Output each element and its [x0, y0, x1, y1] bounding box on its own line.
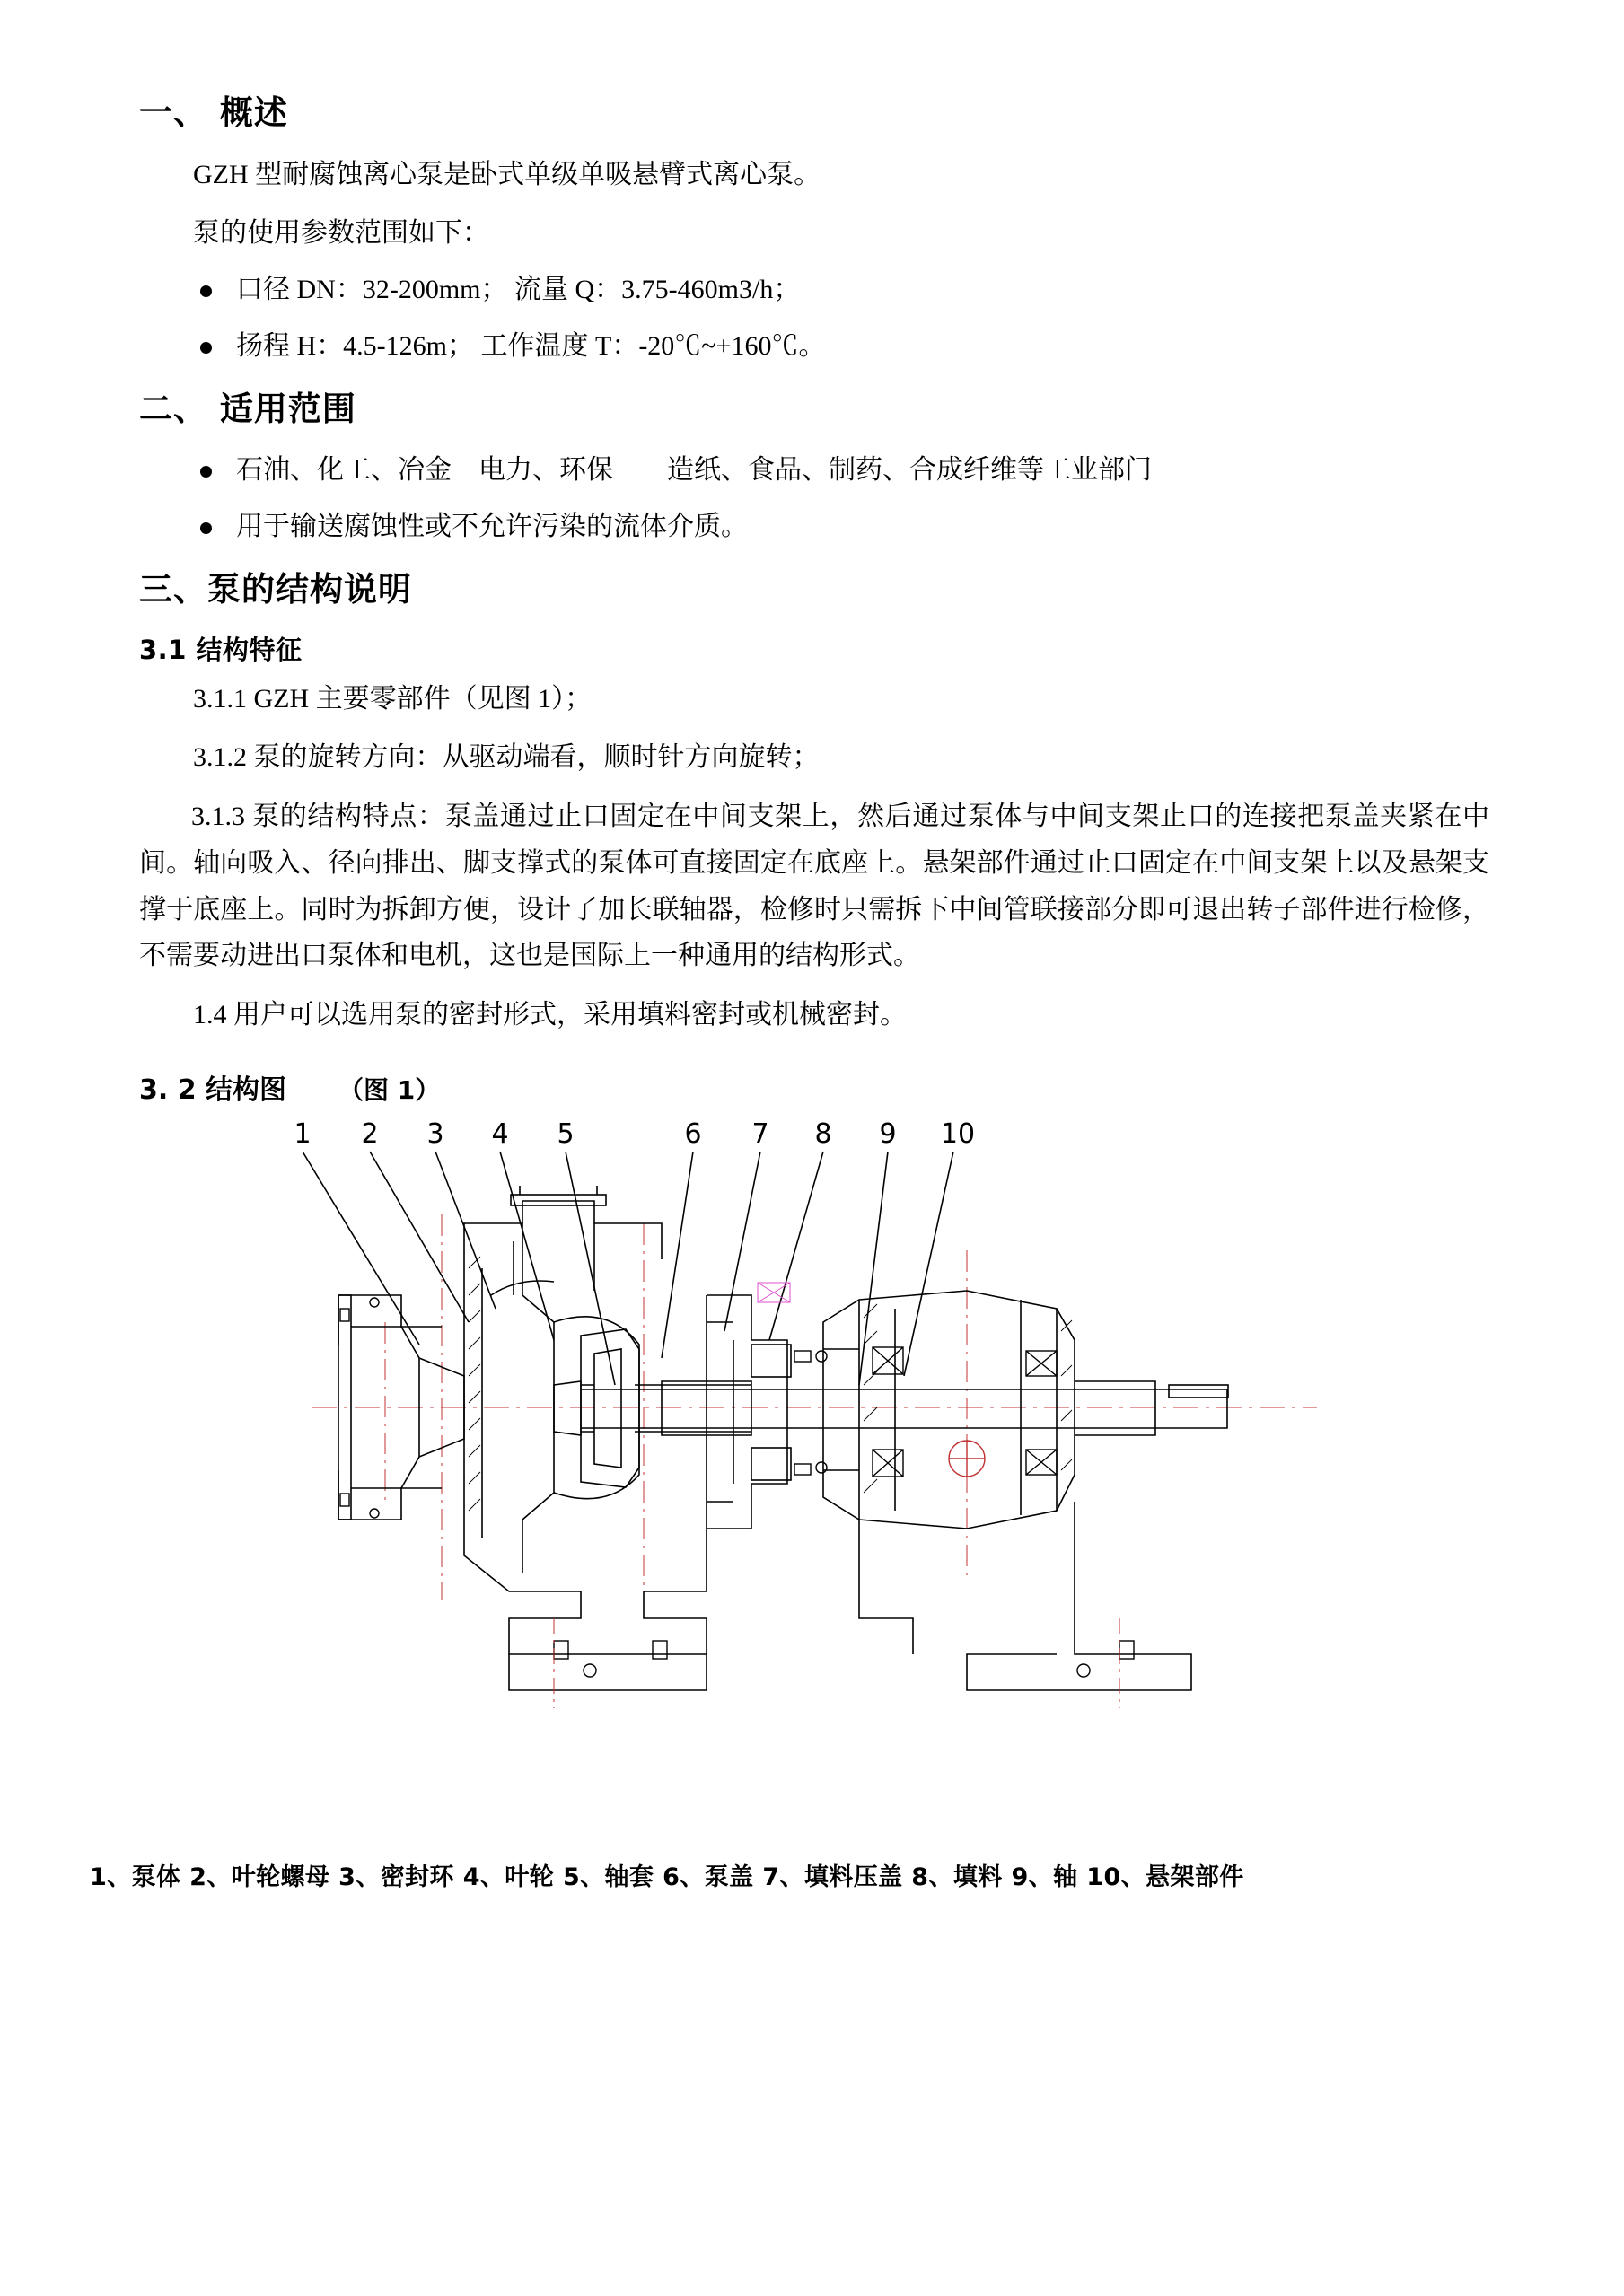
list-item: 扬程 H：4.5-126m； 工作温度 T：-20℃~+160℃。 [139, 326, 1489, 368]
figure-caption: 1、泵体 2、叶轮螺母 3、密封环 4、叶轮 5、轴套 6、泵盖 7、填料压盖 8、填料 9、轴 10、悬架部件 [90, 1863, 1244, 1892]
section-2-bullet-list [139, 450, 1489, 548]
list-item: 用于输送腐蚀性或不允许污染的流体介质。 [139, 506, 1489, 548]
callout-10: 10 [940, 1118, 976, 1151]
callout-6: 6 [684, 1118, 702, 1151]
callout-5: 5 [557, 1118, 575, 1151]
callout-7: 7 [751, 1118, 769, 1151]
callout-4: 4 [491, 1118, 509, 1151]
pump-assembly-drawing [139, 1116, 1489, 1834]
list-item: 石油、化工、冶金 电力、环保 造纸、食品、制药、合成纤维等工业部门 [139, 450, 1489, 492]
list-item: 口径 DN：32-200mm； 流量 Q：3.75-460m3/h； [139, 269, 1489, 311]
section-1-paragraph-2: 泵的使用参数范围如下： [193, 217, 489, 248]
item-3-1-3: 3.1.3 泵的结构特点：泵盖通过止口固定在中间支架上，然后通过泵体与中间支架止口的连接把泵盖夹紧在中间。轴向吸入、径向排出、脚支撑式的泵体可直接固定在底座上。悬架部件通过止口固定在中间支架上以及悬架支撑于底座上。同时为拆卸方便，设计了加长联轴器，检修时只需拆下中间管联接部分即可退出转子部件进行检修，不需要动进出口泵体和电机，这也是国际上一种通用的结构形式。 [139, 802, 1489, 971]
section-3-2-label: 3. 2 结构图 [139, 1074, 287, 1107]
section-1-heading: 一、 概述 [139, 93, 288, 132]
section-1-paragraph-1: GZH 型耐腐蚀离心泵是卧式单级单吸悬臂式离心泵。 [193, 160, 821, 189]
callout-8: 8 [814, 1118, 832, 1151]
section-1-bullet-list [139, 269, 1489, 367]
pump-cross-section-svg [285, 1116, 1344, 1825]
item-3-1-1: 3.1.1 GZH 主要零部件（见图 1）； [193, 684, 593, 714]
section-3-1-heading: 3.1 结构特征 [139, 635, 303, 666]
callout-3: 3 [426, 1118, 444, 1151]
callout-1: 1 [294, 1118, 312, 1151]
section-2-heading: 二、 适用范围 [139, 390, 356, 429]
item-1-4: 1.4 用户可以选用泵的密封形式，采用填料密封或机械密封。 [193, 999, 907, 1030]
callout-2: 2 [361, 1118, 379, 1151]
figure-number-label: （图 1） [338, 1075, 441, 1106]
section-3-heading: 三、泵的结构说明 [139, 570, 412, 609]
item-3-1-2: 3.1.2 泵的旋转方向：从驱动端看，顺时针方向旋转； [193, 741, 820, 772]
section-3-2-heading [139, 1067, 1489, 1107]
callout-9: 9 [879, 1118, 897, 1151]
